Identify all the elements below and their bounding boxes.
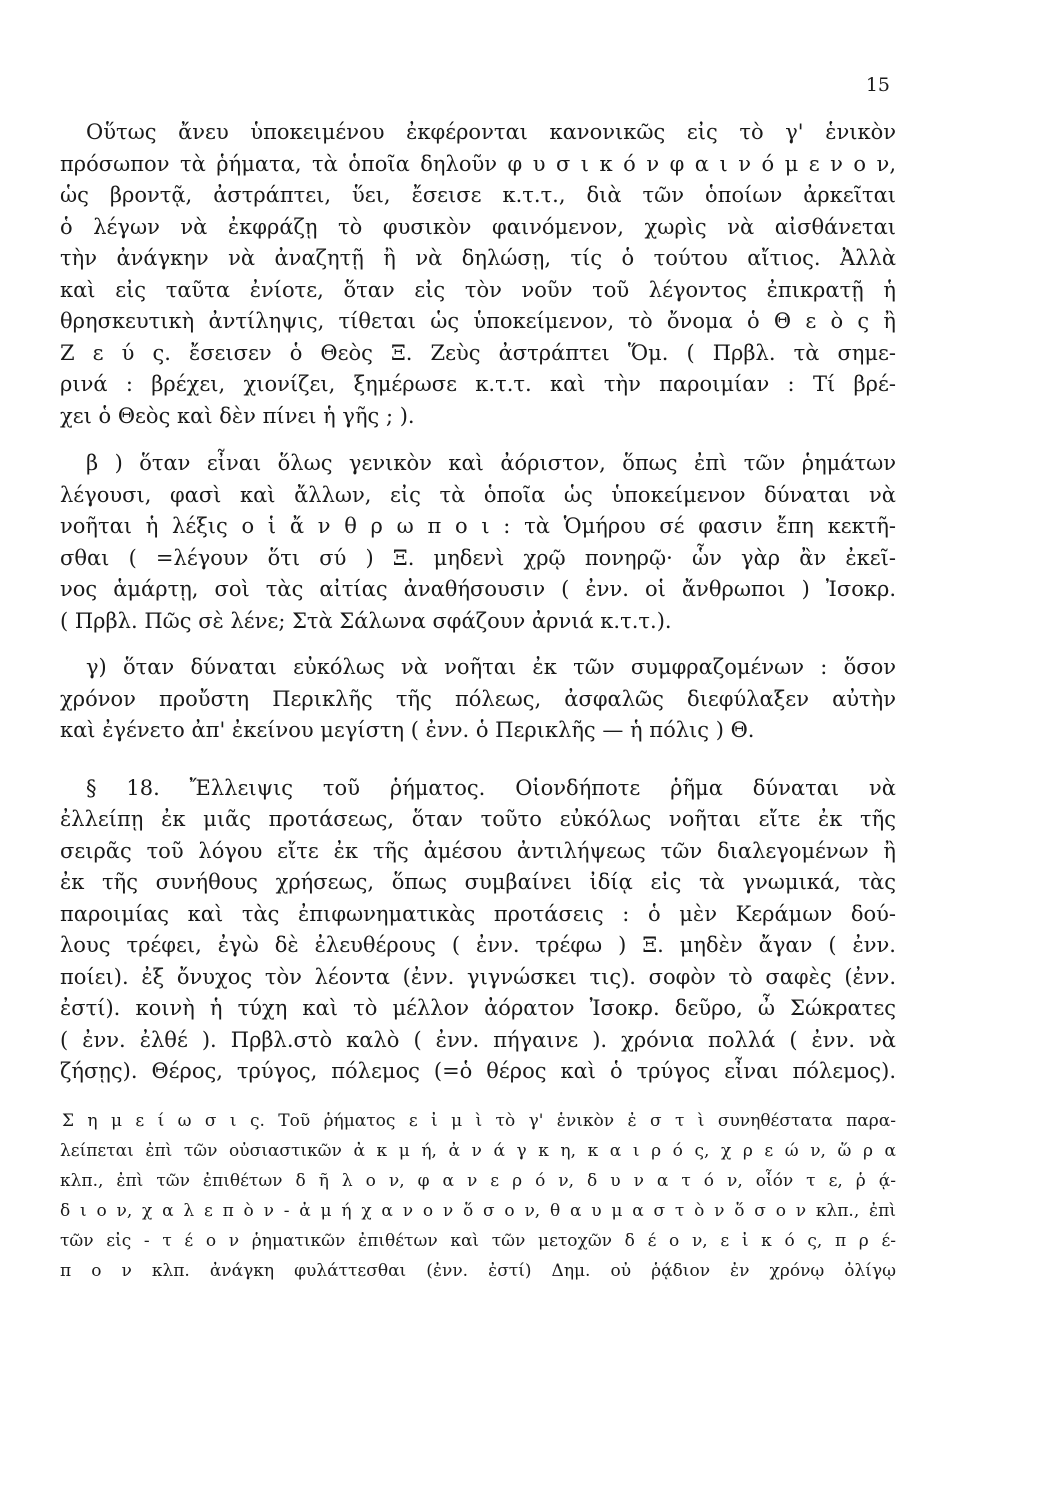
note-line: π ο ν κλπ. ἀνάγκη φυλάττεσθαι (ἐνν. ἐστί) Δημ. οὐ ῥᾴδιον ἐν χρόνῳ ὀλίγῳ <box>60 1260 896 1281</box>
text-line: παροιμίας καὶ τὰς ἐπιφωνηματικὰς προτάσεις : ὁ μὲν Κεράμων δού- <box>60 901 896 926</box>
paragraph-beta-general-subject <box>60 448 896 637</box>
text-line: λους τρέφει, ἐγὼ δὲ ἐλευθέρους ( ἐνν. τρέφω ) Ξ. μηδὲν ἄγαν ( ἐνν. <box>60 933 896 957</box>
section-heading-line: § 18. Ἔλλειψις τοῦ ῥήματος. Οἱονδήποτε ῥῆμα δύναται νὰ <box>86 775 896 800</box>
note-line: Σ η μ ε ί ω σ ι ς. Τοῦ ῥήματος ε ἰ μ ὶ τὸ γ' ἑνικὸν ἐ σ τ ὶ συνηθέστατα παρα- <box>62 1110 896 1131</box>
note-paragraph <box>60 1106 896 1286</box>
paragraph-gamma-context <box>60 652 896 747</box>
text-line: πρόσωπον τὰ ῥήματα, τὰ ὁποῖα δηλοῦν φ υ σ ι κ ό ν φ α ι ν ό μ ε ν ο ν, <box>60 151 896 176</box>
text-line: ὁ λέγων νὰ ἐκφράζῃ τὸ φυσικὸν φαινόμενον, χωρὶς νὰ αἰσθάνεται <box>60 214 896 239</box>
paragraph-weather-verbs <box>60 117 896 432</box>
text-line: νοῆται ἡ λέξις ο ἱ ἄ ν θ ρ ω π ο ι : τὰ Ὁμήρου σέ φασιν ἔπη κεκτῆ- <box>60 514 896 538</box>
text-line: ( Πρβλ. Πῶς σὲ λένε; Στὰ Σάλωνα σφάζουν ἀρνιά κ.τ.τ.). <box>60 608 672 633</box>
text-line: ( ἐνν. ἐλθέ ). Πρβλ.στὸ καλὸ ( ἐνν. πήγαινε ). χρόνια πολλά ( ἐνν. νὰ <box>60 1027 896 1052</box>
text-line: σθαι ( =λέγουν ὅτι σύ ) Ξ. μηδενὶ χρῷ πονηρῷ· ὧν γὰρ ἂν ἐκεῖ- <box>60 545 896 570</box>
text-line: ζήσῃς). Θέρος, τρύγος, πόλεμος (=ὁ θέρος καὶ ὁ τρύγος εἶναι πόλεμος). <box>60 1059 896 1083</box>
text-line: Ζ ε ύ ς. ἔσεισεν ὁ Θεὸς Ξ. Ζεὺς ἀστράπτει Ὅμ. ( Πρβλ. τὰ σημε- <box>60 340 896 365</box>
text-line: σειρᾶς τοῦ λόγου εἴτε ἐκ τῆς ἀμέσου ἀντιλήψεως τῶν διαλεγομένων ἢ <box>60 838 896 863</box>
text-line: χει ὁ Θεὸς καὶ δὲν πίνει ἡ γῆς ; ). <box>60 403 415 428</box>
note-line: λείπεται ἐπὶ τῶν οὐσιαστικῶν ἀ κ μ ή, ἀ ν ά γ κ η, κ α ι ρ ό ς, χ ρ ε ώ ν, ὥ ρ α <box>60 1140 896 1161</box>
text-line: θρησκευτικὴ ἀντίληψις, τίθεται ὡς ὑποκείμενον, τὸ ὄνομα ὁ Θ ε ὸ ς ἢ <box>60 309 896 333</box>
note-line: κλπ., ἐπὶ τῶν ἐπιθέτων δ ῆ λ ο ν, φ α ν ε ρ ό ν, δ υ ν α τ ό ν, οἷόν τ ε, ῥ ᾴ- <box>60 1170 896 1191</box>
text-line: β ) ὅταν εἶναι ὅλως γενικὸν καὶ ἀόριστον, ὅπως ἐπὶ τῶν ῥημάτων <box>86 451 896 475</box>
text-line: ὡς βροντᾷ, ἀστράπτει, ὕει, ἔσεισε κ.τ.τ., διὰ τῶν ὁποίων ἀρκεῖται <box>60 183 896 207</box>
text-line: ἐλλείπῃ ἐκ μιᾶς προτάσεως, ὅταν τοῦτο εὐκόλως νοῆται εἴτε ἐκ τῆς <box>60 807 896 831</box>
text-line: ποίει). ἐξ ὄνυχος τὸν λέοντα (ἐνν. γιγνώσκει τις). σοφὸν τὸ σαφὲς (ἐνν. <box>60 964 896 989</box>
text-line: ἐστί). κοινὴ ἡ τύχη καὶ τὸ μέλλον ἀόρατον Ἰσοκρ. δεῦρο, ὦ Σώκρατες <box>60 996 896 1020</box>
note-line: δ ι ο ν, χ α λ ε π ὸ ν - ἀ μ ή χ α ν ο ν ὅ σ ο ν, θ α υ μ α σ τ ὸ ν ὅ σ ο ν κλπ., ἐπὶ <box>60 1200 896 1221</box>
text-line: λέγουσι, φασὶ καὶ ἄλλων, εἰς τὰ ὁποῖα ὡς ὑποκείμενον δύναται νὰ <box>60 482 896 507</box>
text-line: καὶ εἰς ταῦτα ἐνίοτε, ὅταν εἰς τὸν νοῦν τοῦ λέγοντος ἐπικρατῇ ἡ <box>60 277 896 302</box>
note-line: τῶν εἰς - τ έ ο ν ῥηματικῶν ἐπιθέτων καὶ τῶν μετοχῶν δ έ ο ν, ε ἰ κ ό ς, π ρ έ- <box>60 1230 896 1251</box>
text-line: νος ἁμάρτῃ, σοὶ τὰς αἰτίας ἀναθήσουσιν ( ἐνν. οἱ ἄνθρωποι ) Ἰσοκρ. <box>60 577 896 601</box>
text-line: γ) ὅταν δύναται εὐκόλως νὰ νοῆται ἐκ τῶν συμφραζομένων : ὅσον <box>86 655 896 679</box>
text-line: ρινά : βρέχει, χιονίζει, ξημέρωσε κ.τ.τ. καὶ τὴν παροιμίαν : Τί βρέ- <box>60 372 896 396</box>
section-18-verb-ellipsis <box>60 773 896 1088</box>
text-line: ἐκ τῆς συνήθους χρήσεως, ὅπως συμβαίνει ἰδίᾳ εἰς τὰ γνωμικά, τὰς <box>60 870 896 894</box>
text-line: Οὕτως ἄνευ ὑποκειμένου ἐκφέρονται κανονικῶς εἰς τὸ γ' ἑνικὸν <box>86 120 896 144</box>
page-number: 15 <box>865 74 890 96</box>
text-body <box>60 117 896 1286</box>
text-line: καὶ ἐγένετο ἀπ' ἐκείνου μεγίστη ( ἐνν. ὁ Περικλῆς — ἡ πόλις ) Θ. <box>60 718 755 742</box>
text-line: χρόνον προὔστη Περικλῆς τῆς πόλεως, ἀσφαλῶς διεφύλαξεν αὐτὴν <box>60 686 896 711</box>
text-line: τὴν ἀνάγκην νὰ ἀναζητῇ ἢ νὰ δηλώσῃ, τίς ὁ τούτου αἴτιος. Ἀλλὰ <box>60 246 896 270</box>
